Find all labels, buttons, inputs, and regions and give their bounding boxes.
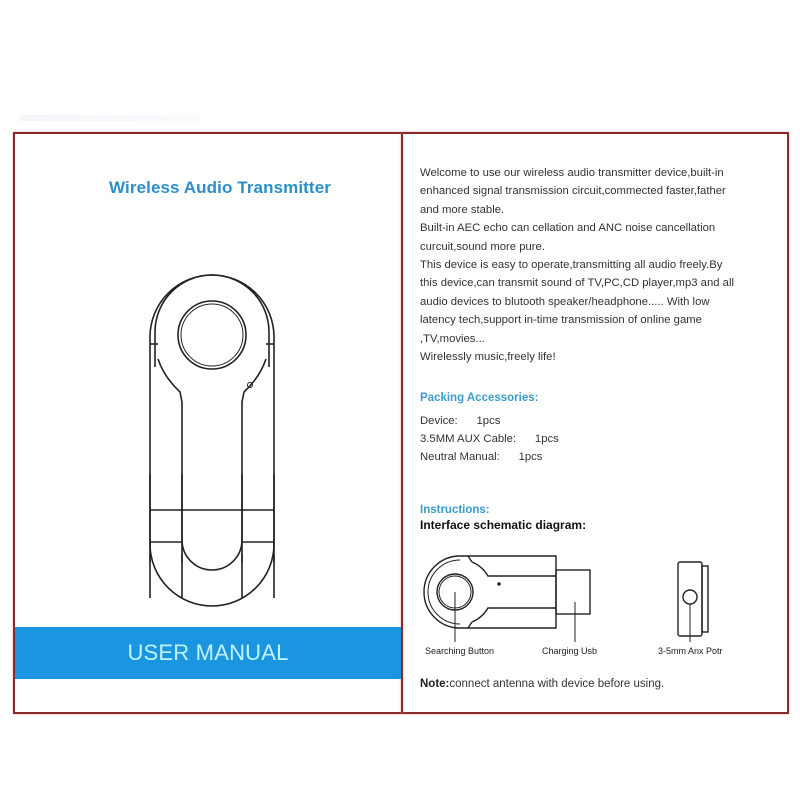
- product-title: Wireless Audio Transmitter: [109, 178, 331, 197]
- note-label: Note:: [420, 678, 450, 690]
- intro-text: [420, 164, 790, 366]
- packing-item: [420, 430, 559, 448]
- note: [420, 678, 664, 690]
- item-qty: 1pcs: [476, 415, 501, 427]
- schematic-heading: Interface schematic diagram:: [420, 518, 587, 532]
- label-charging-usb: Charging Usb: [542, 646, 598, 656]
- label-searching-button: Searching Button: [425, 646, 495, 656]
- faint-caption: [20, 115, 200, 121]
- intro-line: Welcome to use our wireless audio transmitter device,built-in: [420, 167, 724, 179]
- item-name: Neutral Manual:: [420, 451, 500, 463]
- intro-line: Built-in AEC echo can cellation and ANC noise cancellation: [420, 222, 716, 235]
- instructions-heading: Instructions:: [420, 504, 490, 516]
- intro-line: enhanced signal transmission circuit,commected faster,father: [420, 185, 726, 198]
- manual-frame: [13, 132, 789, 714]
- banner-label: USER MANUAL: [127, 640, 289, 665]
- item-qty: 1pcs: [534, 433, 559, 445]
- label-aux-port: 3-5mm Anx Potr: [658, 646, 723, 656]
- packing-list: [420, 412, 559, 466]
- user-manual-banner: [15, 627, 401, 679]
- intro-line: latency tech,support in-time transmission of online game: [420, 314, 702, 327]
- item-qty: 1pcs: [518, 451, 543, 463]
- intro-line: curcuit,sound more pure.: [420, 240, 545, 253]
- intro-line: this device,can transmit sound of TV,PC,CD player,mp3 and all: [420, 277, 734, 290]
- item-name: Device:: [420, 415, 458, 427]
- packing-item: [420, 448, 559, 466]
- interface-schematic-diagram: [420, 542, 790, 662]
- intro-line: ,TV,movies...: [420, 332, 485, 345]
- packing-heading: Packing Accessories:: [420, 392, 539, 404]
- page-divider: [401, 134, 403, 712]
- intro-line: This device is easy to operate,transmitting all audio freely.By: [420, 259, 723, 272]
- intro-line: Wirelessly music,freely life!: [420, 351, 556, 364]
- note-text: connect antenna with device before using.: [449, 678, 665, 690]
- right-page: [420, 134, 790, 712]
- intro-line: and more stable.: [420, 203, 505, 216]
- item-name: 3.5MM AUX Cable:: [420, 433, 517, 445]
- packing-item: [420, 412, 559, 430]
- intro-line: audio devices to blutooth speaker/headphone..... With low: [420, 295, 710, 308]
- usb-plug-bottom-icon: [122, 474, 302, 634]
